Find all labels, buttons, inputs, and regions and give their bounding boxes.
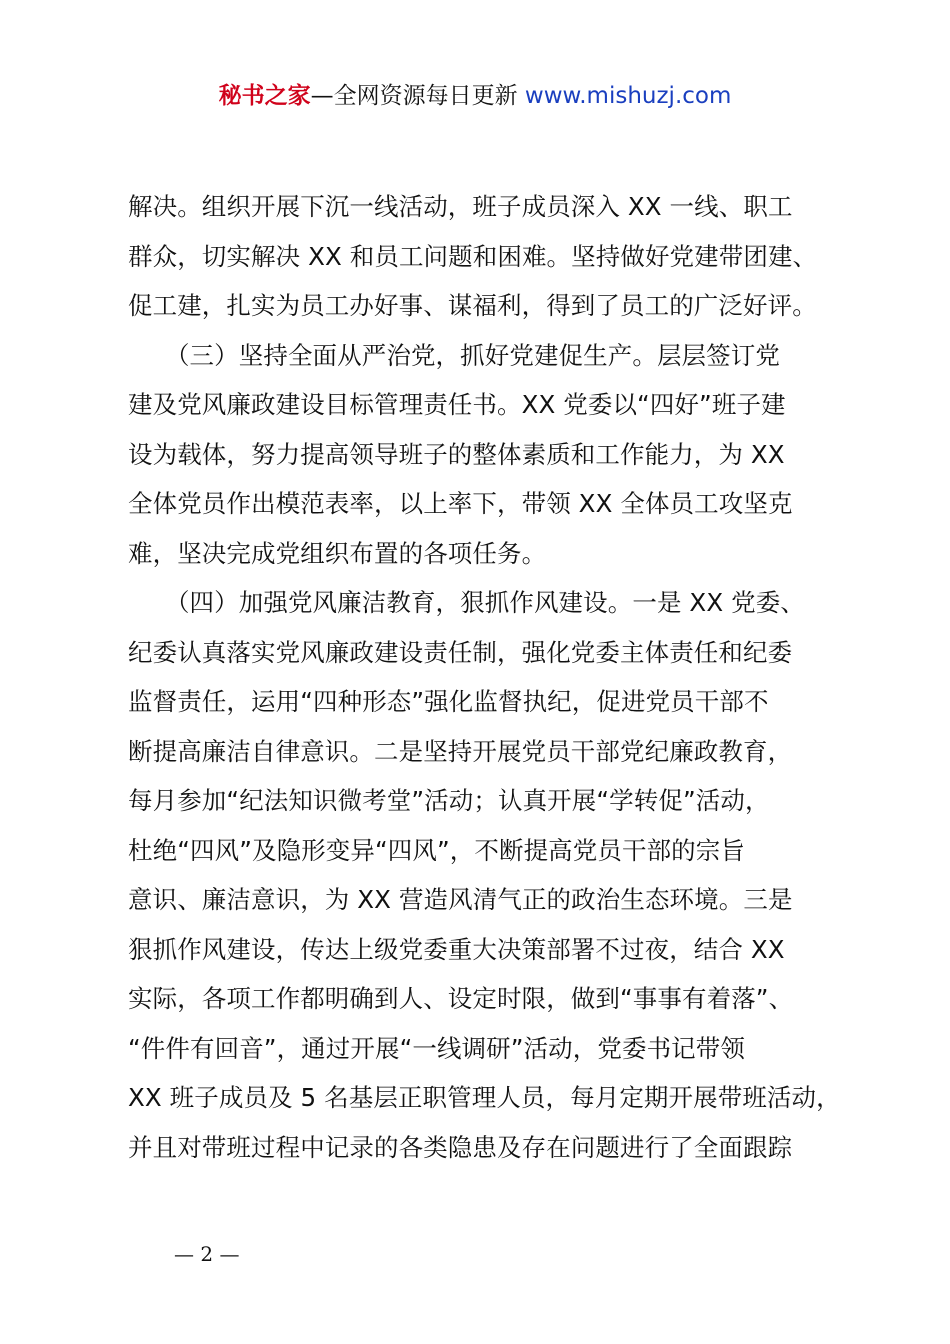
text-line: 并且对带班过程中记录的各类隐患及存在问题进行了全面跟踪 <box>128 1132 793 1162</box>
text-line: 解决。组织开展下沉一线活动，班子成员深入 XX 一线、职工 <box>128 192 793 221</box>
site-header <box>0 80 950 112</box>
text-line: 设为载体，努力提高领导班子的整体素质和工作能力，为 XX <box>128 439 785 469</box>
text-line: 狠抓作风建设，传达上级党委重大决策部署不过夜，结合 XX <box>128 934 785 964</box>
text-line: 杜绝“四风”及隐形变异“四风”，不断提高党员干部的宗旨 <box>128 835 745 865</box>
text-line: 意识、廉洁意识，为 XX 营造风清气正的政治生态环境。三是 <box>128 885 793 914</box>
text-line: XX 班子成员及 5 名基层正职管理人员，每月定期开展带班活动， <box>128 1083 841 1112</box>
text-line: （三）坚持全面从严治党，抓好党建促生产。层层签订党 <box>128 340 780 370</box>
site-url[interactable]: www.mishuzj.com <box>517 83 732 109</box>
text-line: 每月参加“纪法知识微考堂”活动；认真开展“学转促”活动， <box>128 786 770 815</box>
text-line: 促工建，扎实为员工办好事、谋福利，得到了员工的广泛好评。 <box>128 291 817 320</box>
text-line: 实际，各项工作都明确到人、设定时限，做到“事事有着落”、 <box>128 984 794 1013</box>
text-line: （四）加强党风廉洁教育，狠抓作风建设。一是 XX 党委、 <box>128 588 805 617</box>
text-line: 全体党员作出模范表率，以上率下，带领 XX 全体员工攻坚克 <box>128 489 793 518</box>
text-line: 建及党风廉政建设目标管理责任书。XX 党委以“四好”班子建 <box>128 390 786 419</box>
text-line: “件件有回音”，通过开展“一线调研”活动，党委书记带领 <box>128 1033 745 1063</box>
text-line: 难，坚决完成党组织布置的各项任务。 <box>128 538 547 568</box>
site-brand: 秘书之家 <box>218 83 311 109</box>
page-number: — 2 — <box>174 1242 240 1266</box>
document-body <box>128 182 863 1172</box>
text-line: 纪委认真落实党风廉政建设责任制，强化党委主体责任和纪委 <box>128 637 793 667</box>
site-tagline: —全网资源每日更新 <box>310 83 518 109</box>
text-line: 群众，切实解决 XX 和员工问题和困难。坚持做好党建带团建、 <box>128 241 818 271</box>
text-line: 断提高廉洁自律意识。二是坚持开展党员干部党纪廉政教育， <box>128 736 793 766</box>
text-line: 监督责任，运用“四种形态”强化监督执纪，促进党员干部不 <box>128 687 769 716</box>
